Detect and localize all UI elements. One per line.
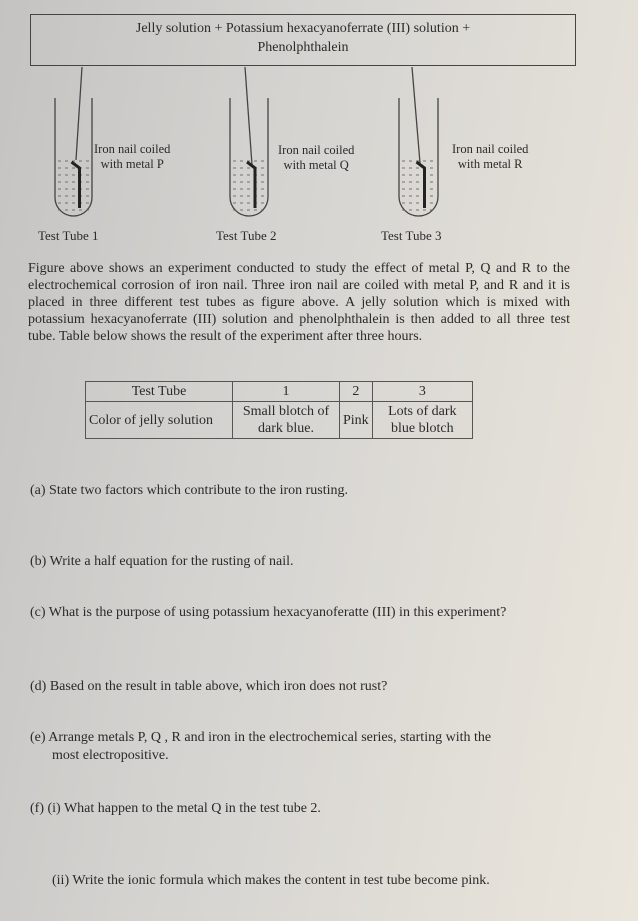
tube1-name: Test Tube 1 bbox=[38, 228, 99, 243]
table-header-row bbox=[86, 382, 473, 402]
test-tube-diagram bbox=[0, 0, 638, 240]
coiled-nail-icon bbox=[72, 162, 80, 208]
test-tube-3 bbox=[399, 98, 438, 216]
table-cell: Lots of dark blue blotch bbox=[372, 402, 472, 439]
description-paragraph: Figure above shows an experiment conducted to study the effect of metal P, Q and R to the electrochemical corrosion of iron nail. Three iron nail are coiled with metal P, and R and it is placed in three different test tubes as figure above. A jelly solution which is mixed with potassium hexacyanoferrate (III) solution and phenolphthalein is then added to all three test tube. Table below shows the result of the experiment after three hours. bbox=[28, 261, 570, 344]
question-f-i: (f) (i) What happen to the metal Q in the test tube 2. bbox=[30, 801, 321, 816]
table-header: 1 bbox=[233, 382, 340, 402]
table-cell: Small blotch of dark blue. bbox=[233, 402, 340, 439]
reagent-line-2: Phenolphthalein bbox=[257, 40, 349, 55]
question-b: (b) Write a half equation for the rusting of nail. bbox=[30, 554, 294, 569]
question-c: (c) What is the purpose of using potassium hexacyanoferatte (III) in this experiment? bbox=[30, 605, 507, 620]
tube3-name: Test Tube 3 bbox=[381, 228, 442, 243]
tube2-label: Iron nail coiled with metal Q bbox=[278, 143, 355, 172]
table-header: Test Tube bbox=[86, 382, 233, 402]
question-f-ii: (ii) Write the ionic formula which makes the content in test tube become pink. bbox=[52, 873, 490, 888]
table-cell: Color of jelly solution bbox=[86, 402, 233, 439]
tube2-name: Test Tube 2 bbox=[216, 228, 277, 243]
table-header: 2 bbox=[339, 382, 372, 402]
table-row bbox=[86, 402, 473, 439]
test-tube-1 bbox=[55, 98, 92, 216]
coiled-nail-icon bbox=[417, 162, 425, 208]
reagent-line-1: Jelly solution + Potassium hexacyanoferrate (III) solution + bbox=[135, 21, 471, 36]
table-cell: Pink bbox=[339, 402, 372, 439]
question-e: (e) Arrange metals P, Q , R and iron in the electrochemical series, starting with the bbox=[30, 730, 492, 745]
tube3-label: Iron nail coiled with metal R bbox=[452, 142, 529, 171]
question-d: (d) Based on the result in table above, which iron does not rust? bbox=[30, 679, 388, 694]
table-header: 3 bbox=[372, 382, 472, 402]
results-table bbox=[85, 381, 473, 439]
coiled-nail-icon bbox=[247, 162, 255, 208]
tube1-label: Iron nail coiled with metal P bbox=[94, 142, 171, 171]
question-e-cont: most electropositive. bbox=[52, 748, 169, 763]
question-a: (a) State two factors which contribute to the iron rusting. bbox=[30, 483, 349, 498]
